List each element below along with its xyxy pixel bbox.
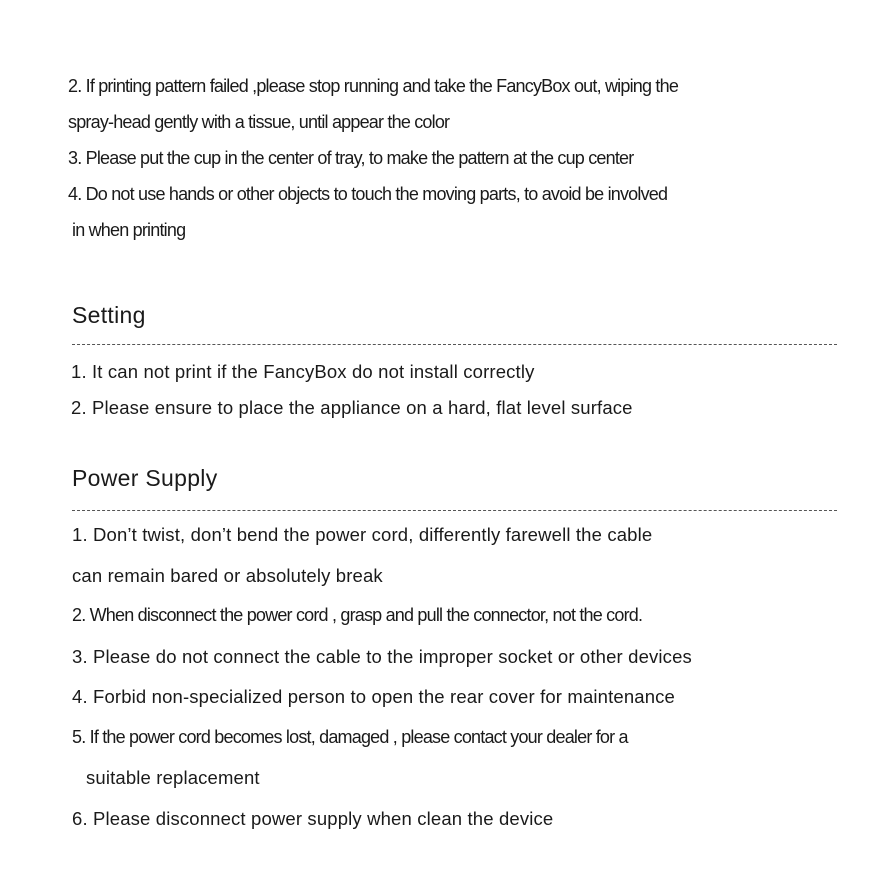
setting-item: 2. Please ensure to place the appliance on a hard, flat level surface [71, 397, 633, 418]
power-supply-item: 6. Please disconnect power supply when clean the device [72, 808, 554, 829]
setting-item: 1. It can not print if the FancyBox do not install correctly [71, 361, 535, 382]
intro-note-line: 4. Do not use hands or other objects to touch the moving parts, to avoid be involved [68, 184, 668, 204]
intro-note-line: 2. If printing pattern failed ,please stop running and take the FancyBox out, wiping the [68, 76, 679, 96]
power-supply-divider [72, 510, 837, 511]
intro-note-line: 3. Please put the cup in the center of tray, to make the pattern at the cup center [68, 148, 634, 168]
power-supply-item: 2. When disconnect the power cord , grasp and pull the connector, not the cord. [72, 605, 643, 625]
power-supply-item: 3. Please do not connect the cable to the improper socket or other devices [72, 646, 692, 667]
setting-heading: Setting [72, 302, 146, 328]
power-supply-item: can remain bared or absolutely break [72, 565, 383, 586]
power-supply-item: 5. If the power cord becomes lost, damaged , please contact your dealer for a [72, 727, 628, 747]
power-supply-item: 1. Don’t twist, don’t bend the power cord, differently farewell the cable [72, 524, 653, 545]
intro-note-line: in when printing [72, 220, 186, 240]
power-supply-item: 4. Forbid non-specialized person to open the rear cover for maintenance [72, 686, 675, 707]
intro-note-line: spray-head gently with a tissue, until appear the color [68, 112, 450, 132]
power-supply-item: suitable replacement [86, 767, 260, 788]
power-supply-heading: Power Supply [72, 465, 218, 491]
setting-divider [72, 344, 837, 345]
